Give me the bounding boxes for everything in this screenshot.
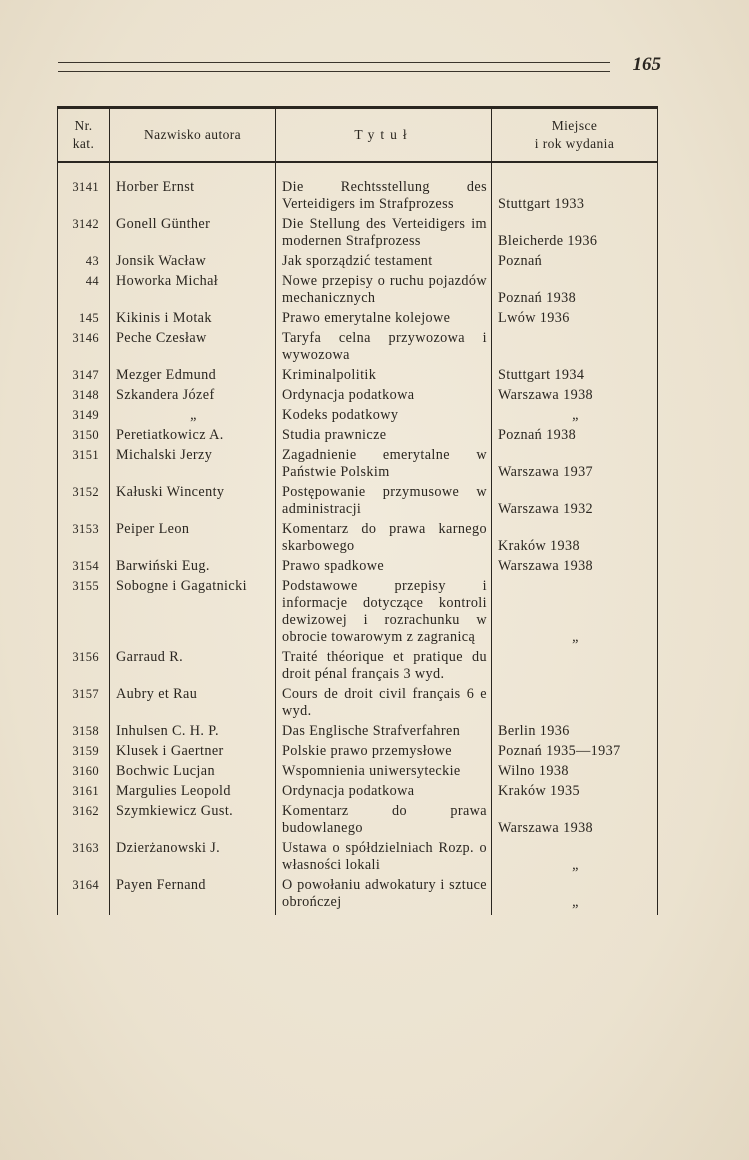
catalog-number-cell: 3161 (58, 782, 110, 802)
author-cell: Szkandera Józef (110, 386, 276, 406)
title-cell: Ordynacja podatkowa (276, 782, 492, 802)
author-cell: Inhulsen C. H. P. (110, 722, 276, 742)
author-cell: Dzierżanowski J. (110, 839, 276, 876)
title-cell: Ordynacja podatkowa (276, 386, 492, 406)
place-year-cell: Poznań (492, 252, 658, 272)
catalog-number-cell: 3156 (58, 648, 110, 685)
table-row (58, 446, 658, 483)
table-row (58, 252, 658, 272)
author-cell: Howorka Michał (110, 272, 276, 309)
title-cell: Kriminalpolitik (276, 366, 492, 386)
author-cell: Horber Ernst (110, 162, 276, 215)
table-row (58, 309, 658, 329)
title-cell: Polskie prawo przemysłowe (276, 742, 492, 762)
table-row (58, 329, 658, 366)
author-cell: Margulies Leopold (110, 782, 276, 802)
author-cell: Mezger Edmund (110, 366, 276, 386)
author-cell: Michalski Jerzy (110, 446, 276, 483)
table-row (58, 483, 658, 520)
catalog-number-cell: 3159 (58, 742, 110, 762)
title-cell: Podstawowe przepisy i informacje dotyczące kontroli dewizowej i rozrachunku w obrocie towarowym z zagranicą (276, 577, 492, 648)
catalog-number-cell: 3142 (58, 215, 110, 252)
table-row (58, 762, 658, 782)
place-year-cell: „ (492, 876, 658, 915)
table-row (58, 272, 658, 309)
author-cell: Peche Czesław (110, 329, 276, 366)
catalog-number-cell: 3146 (58, 329, 110, 366)
table-row (58, 557, 658, 577)
place-year-cell (492, 685, 658, 722)
place-year-cell: Wilno 1938 (492, 762, 658, 782)
title-cell: Wspomnienia uniwersyteckie (276, 762, 492, 782)
table-header-row (58, 108, 658, 163)
table-row (58, 876, 658, 915)
catalog-table (57, 106, 658, 915)
catalog-number-cell: 3147 (58, 366, 110, 386)
title-cell: Zagadnienie emerytalne w Państwie Polskim (276, 446, 492, 483)
place-year-cell: Poznań 1938 (492, 426, 658, 446)
title-cell: Das Englische Strafverfahren (276, 722, 492, 742)
table-row (58, 520, 658, 557)
header-author: Nazwisko autora (110, 108, 276, 163)
title-cell: Jak sporządzić testament (276, 252, 492, 272)
catalog-number-cell: 3160 (58, 762, 110, 782)
table-row (58, 685, 658, 722)
table-row (58, 386, 658, 406)
catalog-number-cell: 3163 (58, 839, 110, 876)
place-year-cell: Warszawa 1932 (492, 483, 658, 520)
place-year-cell: Bleicherde 1936 (492, 215, 658, 252)
author-cell: Sobogne i Gagatnicki (110, 577, 276, 648)
title-cell: Die Stellung des Verteidigers im modernen Strafprozess (276, 215, 492, 252)
header-title: Tytuł (276, 108, 492, 163)
title-cell: Komentarz do prawa karnego skarbowego (276, 520, 492, 557)
header-place-year: Miejsce i rok wydania (492, 108, 658, 163)
header-double-rule (58, 62, 610, 72)
author-cell: Gonell Günther (110, 215, 276, 252)
author-cell: Aubry et Rau (110, 685, 276, 722)
title-cell: Prawo spadkowe (276, 557, 492, 577)
table-row (58, 782, 658, 802)
author-cell: Barwiński Eug. (110, 557, 276, 577)
place-year-cell: Kraków 1935 (492, 782, 658, 802)
place-year-cell (492, 648, 658, 685)
author-cell: Klusek i Gaertner (110, 742, 276, 762)
title-cell: Postępowanie przymusowe w administracji (276, 483, 492, 520)
catalog-number-cell: 3157 (58, 685, 110, 722)
header-catalog-number: Nr. kat. (58, 108, 110, 163)
place-year-cell: Stuttgart 1934 (492, 366, 658, 386)
table-row (58, 162, 658, 215)
catalog-number-cell: 3158 (58, 722, 110, 742)
title-cell: Studia prawnicze (276, 426, 492, 446)
catalog-number-cell: 3155 (58, 577, 110, 648)
place-year-cell: Stuttgart 1933 (492, 162, 658, 215)
place-year-cell: „ (492, 577, 658, 648)
author-cell: Peiper Leon (110, 520, 276, 557)
catalog-number-cell: 3152 (58, 483, 110, 520)
table-row (58, 406, 658, 426)
catalog-number-cell: 3164 (58, 876, 110, 915)
catalog-number-cell: 43 (58, 252, 110, 272)
place-year-cell: „ (492, 839, 658, 876)
author-cell: „ (110, 406, 276, 426)
title-cell: Cours de droit civil français 6 e wyd. (276, 685, 492, 722)
table-row (58, 802, 658, 839)
title-cell: O powołaniu adwokatury i sztuce obrończej (276, 876, 492, 915)
place-year-cell: Poznań 1935—1937 (492, 742, 658, 762)
catalog-number-cell: 3149 (58, 406, 110, 426)
table-row (58, 648, 658, 685)
title-cell: Nowe przepisy o ruchu pojazdów mechanicznych (276, 272, 492, 309)
title-cell: Ustawa o spółdzielniach Rozp. o własności lokali (276, 839, 492, 876)
title-cell: Traité théorique et pratique du droit pénal français 3 wyd. (276, 648, 492, 685)
place-year-cell: Warszawa 1937 (492, 446, 658, 483)
catalog-number-cell: 145 (58, 309, 110, 329)
author-cell: Kałuski Wincenty (110, 483, 276, 520)
place-year-cell: Kraków 1938 (492, 520, 658, 557)
catalog-number-cell: 3154 (58, 557, 110, 577)
catalog-number-cell: 44 (58, 272, 110, 309)
catalog-number-cell: 3153 (58, 520, 110, 557)
table-row (58, 722, 658, 742)
author-cell: Kikinis i Motak (110, 309, 276, 329)
author-cell: Payen Fernand (110, 876, 276, 915)
place-year-cell: Warszawa 1938 (492, 386, 658, 406)
catalog-number-cell: 3141 (58, 162, 110, 215)
title-cell: Prawo emerytalne kolejowe (276, 309, 492, 329)
table-row (58, 742, 658, 762)
title-cell: Taryfa celna przywozowa i wywozowa (276, 329, 492, 366)
catalog-number-cell: 3162 (58, 802, 110, 839)
page-number: 165 (632, 54, 661, 75)
place-year-cell: Warszawa 1938 (492, 557, 658, 577)
title-cell: Die Rechtsstellung des Verteidigers im Strafprozess (276, 162, 492, 215)
author-cell: Szymkiewicz Gust. (110, 802, 276, 839)
table-row (58, 839, 658, 876)
table-row (58, 366, 658, 386)
place-year-cell: „ (492, 406, 658, 426)
place-year-cell: Lwów 1936 (492, 309, 658, 329)
catalog-number-cell: 3148 (58, 386, 110, 406)
catalog-number-cell: 3151 (58, 446, 110, 483)
place-year-cell: Berlin 1936 (492, 722, 658, 742)
author-cell: Garraud R. (110, 648, 276, 685)
table-row (58, 426, 658, 446)
place-year-cell (492, 329, 658, 366)
table-row (58, 577, 658, 648)
author-cell: Bochwic Lucjan (110, 762, 276, 782)
table-row (58, 215, 658, 252)
title-cell: Komentarz do prawa budowlanego (276, 802, 492, 839)
title-cell: Kodeks podatkowy (276, 406, 492, 426)
catalog-number-cell: 3150 (58, 426, 110, 446)
place-year-cell: Poznań 1938 (492, 272, 658, 309)
author-cell: Jonsik Wacław (110, 252, 276, 272)
catalog-body (58, 162, 658, 915)
author-cell: Peretiatkowicz A. (110, 426, 276, 446)
place-year-cell: Warszawa 1938 (492, 802, 658, 839)
